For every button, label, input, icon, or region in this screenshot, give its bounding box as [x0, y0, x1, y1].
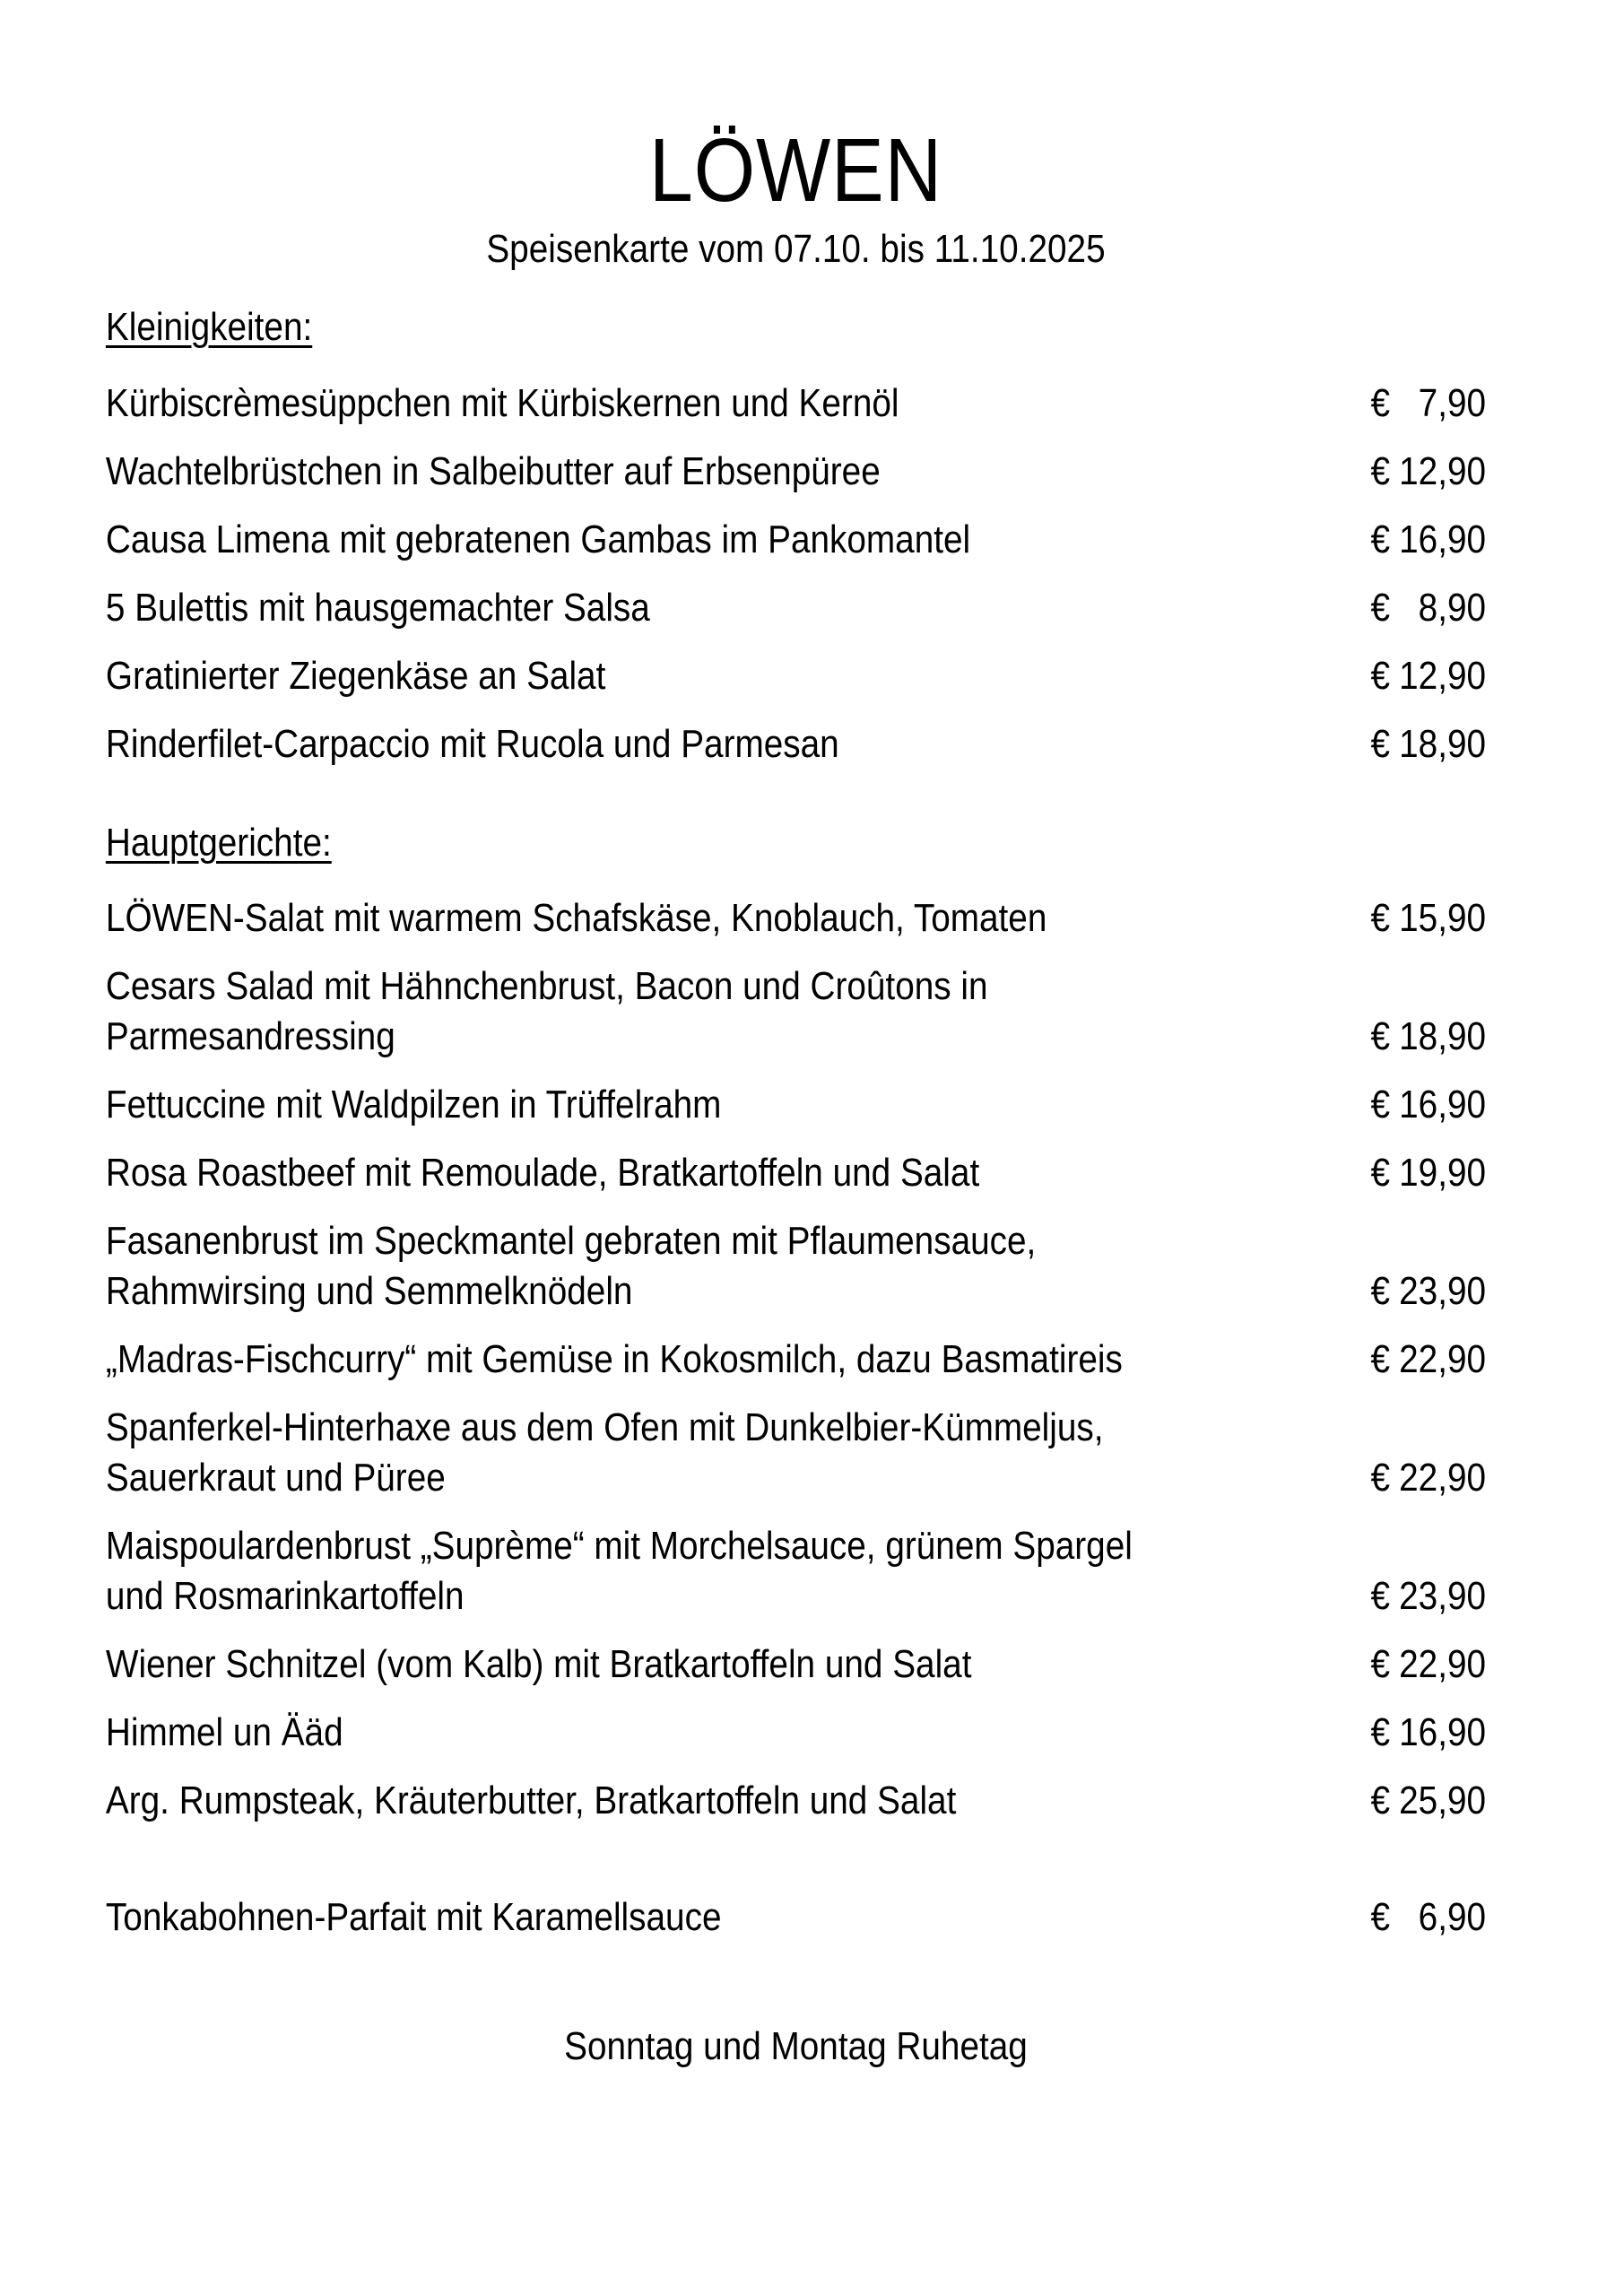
menu-item-row [106, 1776, 1486, 1826]
section-items [106, 893, 1486, 1826]
price-amount: 16,90 [1399, 1710, 1487, 1755]
price-amount: 16,90 [1399, 1083, 1487, 1127]
price-amount: 22,90 [1399, 1337, 1487, 1382]
dish-name-line: Fettuccine mit Waldpilzen in Trüffelrahm [105, 1083, 722, 1127]
dish-price [1371, 447, 1486, 497]
dish-name [106, 378, 1371, 429]
dish-name [106, 583, 1371, 633]
price-amount: 19,90 [1399, 1151, 1487, 1196]
price-amount: 18,90 [1399, 721, 1487, 766]
currency-symbol: € [1370, 1014, 1391, 1059]
menu-section [106, 820, 1486, 1827]
dish-price [1371, 1080, 1486, 1130]
dish-name [106, 515, 1371, 565]
dish-name [106, 1776, 1371, 1826]
currency-symbol: € [1370, 896, 1391, 941]
currency-symbol: € [1370, 380, 1391, 425]
price-amount: 16,90 [1399, 517, 1487, 561]
dish-name [106, 1080, 1371, 1130]
dish-name [106, 1892, 1371, 1943]
dish-name-line: Rahmwirsing und Semmelknödeln [105, 1269, 633, 1314]
restaurant-title: LÖWEN [648, 120, 943, 221]
currency-symbol: € [1370, 653, 1391, 698]
price-amount: 23,90 [1399, 1269, 1487, 1314]
dish-name [106, 961, 1371, 1062]
dish-name [106, 893, 1371, 944]
dish-name-line: Causa Limena mit gebratenen Gambas im Pankomantel [105, 517, 971, 561]
closing-days-note: Sonntag und Montag Ruhetag [564, 2024, 1028, 2069]
menu-item-row [106, 1080, 1486, 1130]
price-amount: 23,90 [1399, 1574, 1487, 1619]
menu-item-row [106, 893, 1486, 944]
dish-name-line: Kürbiscrèmesüppchen mit Kürbiskernen und Kernöl [105, 380, 899, 425]
dish-name-line: Maispoulardenbrust „Suprème“ mit Morchelsauce, grünem Spargel [105, 1524, 1133, 1569]
dish-name [106, 719, 1371, 770]
currency-symbol: € [1370, 517, 1391, 561]
menu-validity-subtitle: Speisenkarte vom 07.10. bis 11.10.2025 [486, 227, 1106, 271]
dish-price [1371, 1639, 1486, 1690]
currency-symbol: € [1370, 1151, 1391, 1196]
dish-name [106, 1148, 1371, 1198]
price-amount: 22,90 [1399, 1456, 1487, 1500]
currency-symbol: € [1370, 1642, 1391, 1687]
dish-price [1371, 1708, 1486, 1758]
dish-price [1371, 651, 1486, 701]
dish-name-line: Wachtelbrüstchen in Salbeibutter auf Erbsenpüree [105, 448, 881, 493]
dish-name-line: Arg. Rumpsteak, Kräuterbutter, Bratkartoffeln und Salat [105, 1779, 957, 1823]
menu-item-row [106, 719, 1486, 770]
menu-item-row [106, 1335, 1486, 1385]
dish-name [106, 1403, 1371, 1503]
section-items [106, 1892, 1486, 1943]
dish-name [106, 1521, 1371, 1622]
section-items [106, 378, 1486, 770]
menu-item-row [106, 1148, 1486, 1198]
dish-price [1371, 1453, 1486, 1503]
menu-item-row [106, 1892, 1486, 1943]
dish-name-line: Rinderfilet-Carpaccio mit Rucola und Parmesan [105, 721, 839, 766]
currency-symbol: € [1370, 1895, 1391, 1940]
price-amount: 18,90 [1399, 1014, 1487, 1059]
menu-item-row [106, 583, 1486, 633]
currency-symbol: € [1370, 1083, 1391, 1127]
dish-price [1371, 893, 1486, 944]
dish-name-line: Himmel un Ääd [105, 1710, 343, 1755]
dish-name [106, 1216, 1371, 1317]
currency-symbol: € [1370, 1574, 1391, 1619]
currency-symbol: € [1370, 1710, 1391, 1755]
dish-name-line: „Madras-Fischcurry“ mit Gemüse in Kokosmilch, dazu Basmatireis [105, 1337, 1123, 1382]
currency-symbol: € [1370, 1779, 1391, 1823]
currency-symbol: € [1370, 585, 1391, 630]
menu-item-row [106, 1216, 1486, 1317]
menu-item-row [106, 1521, 1486, 1622]
dish-name-line: Sauerkraut und Püree [105, 1456, 446, 1500]
menu-sections [106, 304, 1486, 1944]
dish-name-line: Spanferkel-Hinterhaxe aus dem Ofen mit Dunkelbier-Kümmeljus, [105, 1405, 1104, 1450]
price-amount: 7,90 [1418, 380, 1487, 425]
dish-name [106, 1708, 1371, 1758]
dish-name [106, 651, 1371, 701]
dish-price [1371, 719, 1486, 770]
dish-price [1371, 583, 1486, 633]
dish-name-line: Parmesandressing [105, 1014, 395, 1059]
menu-item-row [106, 447, 1486, 497]
price-amount: 25,90 [1399, 1779, 1487, 1823]
price-amount: 22,90 [1399, 1642, 1487, 1687]
dish-price [1371, 1892, 1486, 1943]
dish-name-line: Fasanenbrust im Speckmantel gebraten mit Pflaumensauce, [105, 1219, 1037, 1264]
currency-symbol: € [1370, 448, 1391, 493]
price-amount: 8,90 [1418, 585, 1487, 630]
dish-name [106, 447, 1371, 497]
dish-name-line: Wiener Schnitzel (vom Kalb) mit Bratkartoffeln und Salat [105, 1642, 972, 1687]
menu-item-row [106, 961, 1486, 1062]
menu-item-row [106, 651, 1486, 701]
price-amount: 12,90 [1399, 653, 1487, 698]
dish-name-line: und Rosmarinkartoffeln [105, 1574, 465, 1619]
dish-price [1371, 1148, 1486, 1198]
dish-price [1371, 1571, 1486, 1622]
dish-name-line: 5 Bulettis mit hausgemachter Salsa [105, 585, 650, 630]
menu-item-row [106, 1403, 1486, 1503]
dish-price [1371, 1335, 1486, 1385]
menu-item-row [106, 378, 1486, 429]
dish-name [106, 1335, 1371, 1385]
price-amount: 12,90 [1399, 448, 1487, 493]
dish-name-line: Tonkabohnen-Parfait mit Karamellsauce [105, 1895, 722, 1940]
dish-price [1371, 1012, 1486, 1062]
menu-section [106, 1892, 1486, 1943]
dish-name [106, 1639, 1371, 1690]
dish-name-line: Rosa Roastbeef mit Remoulade, Bratkartoffeln und Salat [105, 1151, 980, 1196]
dish-price [1371, 378, 1486, 429]
dish-price [1371, 1776, 1486, 1826]
currency-symbol: € [1370, 1456, 1391, 1500]
dish-name-line: LÖWEN-Salat mit warmem Schafskäse, Knoblauch, Tomaten [105, 896, 1047, 941]
section-heading: Kleinigkeiten: [105, 304, 313, 349]
menu-item-row [106, 1639, 1486, 1690]
section-heading: Hauptgerichte: [105, 820, 332, 865]
price-amount: 15,90 [1399, 896, 1487, 941]
menu-section [106, 304, 1486, 770]
dish-price [1371, 515, 1486, 565]
dish-price [1371, 1266, 1486, 1317]
price-amount: 6,90 [1418, 1895, 1487, 1940]
currency-symbol: € [1370, 1269, 1391, 1314]
currency-symbol: € [1370, 721, 1391, 766]
menu-item-row [106, 1708, 1486, 1758]
menu-item-row [106, 515, 1486, 565]
dish-name-line: Gratinierter Ziegenkäse an Salat [105, 653, 606, 698]
currency-symbol: € [1370, 1337, 1391, 1382]
dish-name-line: Cesars Salad mit Hähnchenbrust, Bacon und Croûtons in [105, 964, 988, 1009]
